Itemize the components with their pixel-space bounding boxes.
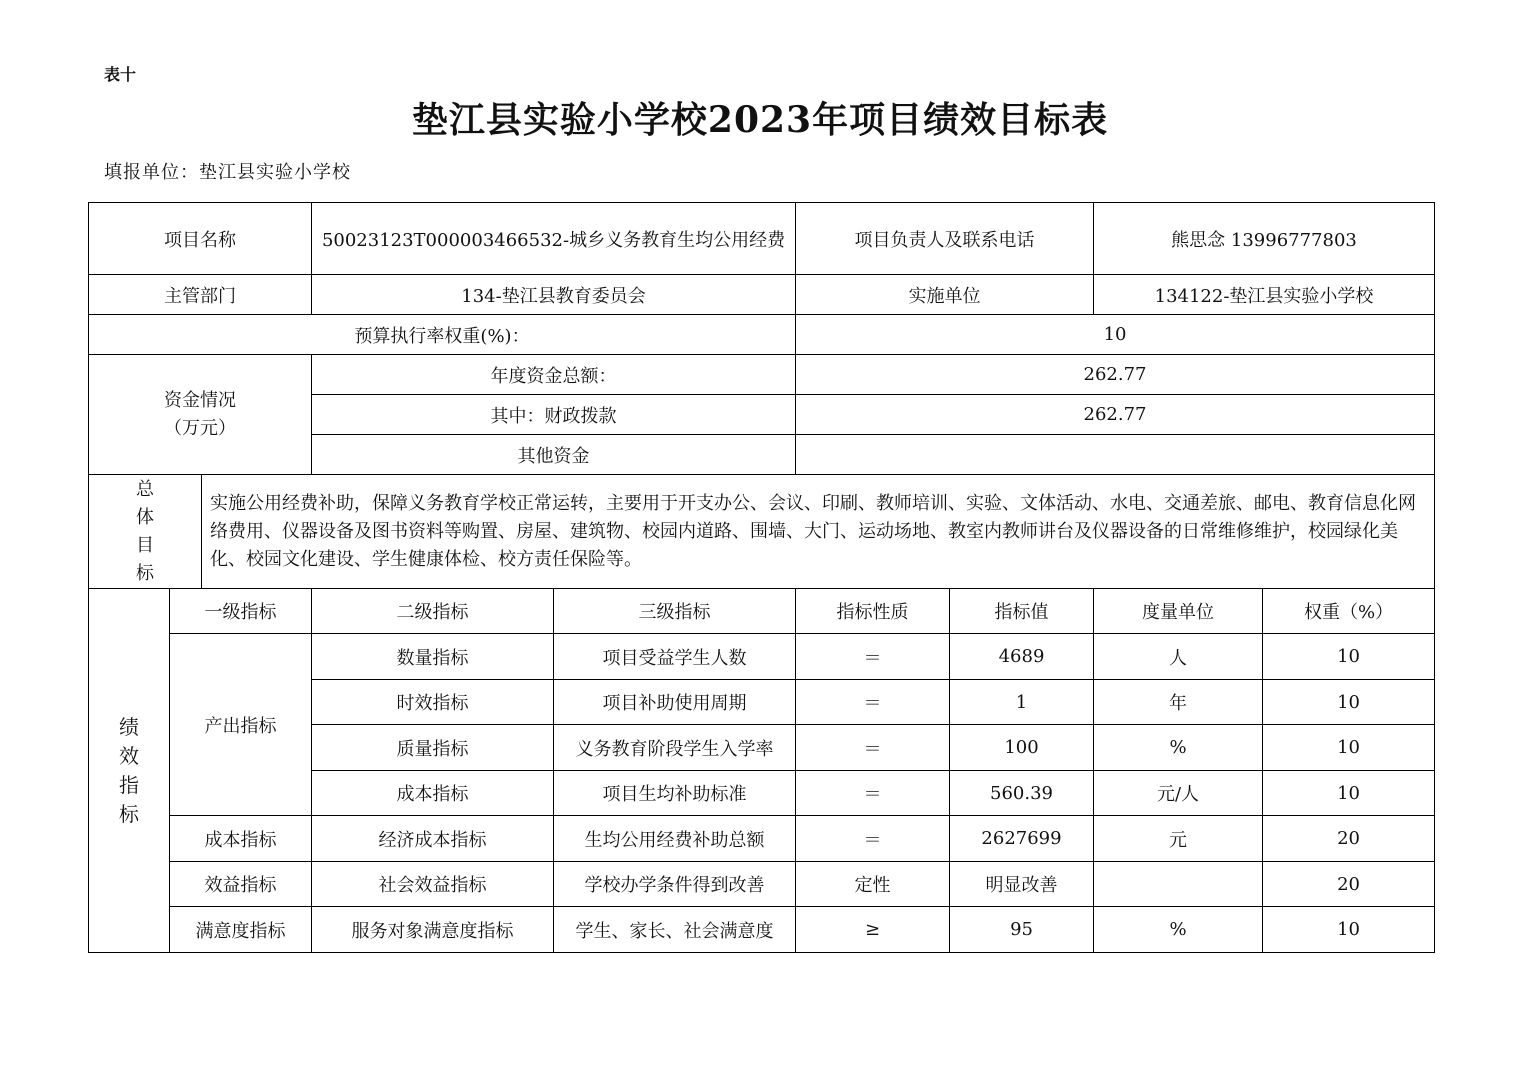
indicator-char: 绩 xyxy=(119,714,139,739)
department-value: 134-垫江县教育委员会 xyxy=(312,275,796,315)
header-level1: 一级指标 xyxy=(170,589,312,634)
unit-cell: % xyxy=(1094,725,1263,771)
weight-cell: 20 xyxy=(1263,862,1435,907)
table-row xyxy=(89,816,1435,862)
value-cell: 560.39 xyxy=(950,771,1094,816)
department-label: 主管部门 xyxy=(89,275,312,315)
value-cell: 1 xyxy=(950,680,1094,725)
table-row xyxy=(89,907,1435,953)
nature-cell: ＝ xyxy=(796,725,950,771)
weight-cell: 10 xyxy=(1263,680,1435,725)
unit-cell: % xyxy=(1094,907,1263,953)
header-unit: 度量单位 xyxy=(1094,589,1263,634)
value-cell: 明显改善 xyxy=(950,862,1094,907)
budget-weight-value: 10 xyxy=(796,315,1435,355)
table-number: 表十 xyxy=(104,65,137,84)
table-row xyxy=(89,862,1435,907)
weight-cell: 10 xyxy=(1263,634,1435,680)
weight-cell: 10 xyxy=(1263,771,1435,816)
budget-weight-label: 预算执行率权重(%)： xyxy=(89,315,796,355)
level2-cell: 服务对象满意度指标 xyxy=(312,907,554,953)
filling-unit: 填报单位：垫江县实验小学校 xyxy=(104,162,351,183)
indicator-char: 效 xyxy=(119,743,139,768)
weight-cell: 10 xyxy=(1263,725,1435,771)
header-value: 指标值 xyxy=(950,589,1094,634)
goal-char: 体 xyxy=(136,506,154,528)
funds-total-row xyxy=(89,355,1435,395)
department-row xyxy=(89,275,1435,315)
level2-cell: 成本指标 xyxy=(312,771,554,816)
value-cell: 95 xyxy=(950,907,1094,953)
level3-cell: 项目补助使用周期 xyxy=(554,680,796,725)
performance-target-table xyxy=(88,202,1435,953)
funds-label-line2: （万元） xyxy=(164,417,236,439)
funds-label-line1: 资金情况 xyxy=(164,389,236,411)
funds-total-value: 262.77 xyxy=(796,355,1435,395)
level2-cell: 数量指标 xyxy=(312,634,554,680)
project-name-row xyxy=(89,203,1435,275)
budget-weight-row xyxy=(89,315,1435,355)
contact-value: 熊思念 13996777803 xyxy=(1094,203,1435,275)
unit-cell: 年 xyxy=(1094,680,1263,725)
level1-cell: 成本指标 xyxy=(170,816,312,862)
level3-cell: 义务教育阶段学生入学率 xyxy=(554,725,796,771)
funds-label xyxy=(89,355,312,475)
level3-cell: 学生、家长、社会满意度 xyxy=(554,907,796,953)
header-level3: 三级指标 xyxy=(554,589,796,634)
performance-indicator-label xyxy=(89,589,170,953)
overall-goal-text: 实施公用经费补助，保障义务教育学校正常运转，主要用于开支办公、会议、印刷、教师培训、实验、文体活动、水电、交通差旅、邮电、教育信息化网络费用、仪器设备及图书资料等购置、房屋、建筑物、校园内道路、围墙、大门、运动场地、教室内教师讲台及仪器设备的日常维修维护，校园绿化美化、校园文化建设、学生健康体检、校方责任保险等。 xyxy=(202,475,1435,589)
unit-cell xyxy=(1094,862,1263,907)
level3-cell: 生均公用经费补助总额 xyxy=(554,816,796,862)
implementing-unit-value: 134122-垫江县实验小学校 xyxy=(1094,275,1435,315)
level2-cell: 社会效益指标 xyxy=(312,862,554,907)
funds-other-value xyxy=(796,435,1435,475)
value-cell: 4689 xyxy=(950,634,1094,680)
page-title: 垫江县实验小学校2023年项目绩效目标表 xyxy=(411,99,1109,141)
goal-char: 总 xyxy=(136,478,154,500)
level1-cell: 满意度指标 xyxy=(170,907,312,953)
unit-cell: 元 xyxy=(1094,816,1263,862)
funds-total-label: 年度资金总额： xyxy=(312,355,796,395)
level3-cell: 项目生均补助标准 xyxy=(554,771,796,816)
funds-other-label: 其他资金 xyxy=(312,435,796,475)
header-nature: 指标性质 xyxy=(796,589,950,634)
goal-char: 目 xyxy=(136,534,154,556)
nature-cell: ＝ xyxy=(796,634,950,680)
project-name-label: 项目名称 xyxy=(89,203,312,275)
level2-cell: 经济成本指标 xyxy=(312,816,554,862)
indicator-char: 指 xyxy=(119,772,139,797)
goal-char: 标 xyxy=(136,562,154,584)
overall-goal-label xyxy=(89,475,202,589)
contact-label: 项目负责人及联系电话 xyxy=(796,203,1094,275)
level2-cell: 质量指标 xyxy=(312,725,554,771)
level3-cell: 学校办学条件得到改善 xyxy=(554,862,796,907)
value-cell: 100 xyxy=(950,725,1094,771)
value-cell: 2627699 xyxy=(950,816,1094,862)
nature-cell: ≥ xyxy=(796,907,950,953)
indicator-header-row xyxy=(89,589,1435,634)
indicator-char: 标 xyxy=(119,801,139,826)
table-row xyxy=(89,634,1435,680)
overall-goal-row xyxy=(89,475,1435,589)
nature-cell: ＝ xyxy=(796,771,950,816)
funds-fiscal-label: 其中：财政拨款 xyxy=(312,395,796,435)
level3-cell: 项目受益学生人数 xyxy=(554,634,796,680)
implementing-unit-label: 实施单位 xyxy=(796,275,1094,315)
output-indicator-label: 产出指标 xyxy=(170,634,312,816)
nature-cell: 定性 xyxy=(796,862,950,907)
weight-cell: 10 xyxy=(1263,907,1435,953)
level1-cell: 效益指标 xyxy=(170,862,312,907)
unit-cell: 人 xyxy=(1094,634,1263,680)
header-weight: 权重（%） xyxy=(1263,589,1435,634)
unit-cell: 元/人 xyxy=(1094,771,1263,816)
header-level2: 二级指标 xyxy=(312,589,554,634)
funds-fiscal-value: 262.77 xyxy=(796,395,1435,435)
level2-cell: 时效指标 xyxy=(312,680,554,725)
project-name-value: 50023123T000003466532-城乡义务教育生均公用经费 xyxy=(312,203,796,275)
nature-cell: ＝ xyxy=(796,816,950,862)
nature-cell: ＝ xyxy=(796,680,950,725)
weight-cell: 20 xyxy=(1263,816,1435,862)
